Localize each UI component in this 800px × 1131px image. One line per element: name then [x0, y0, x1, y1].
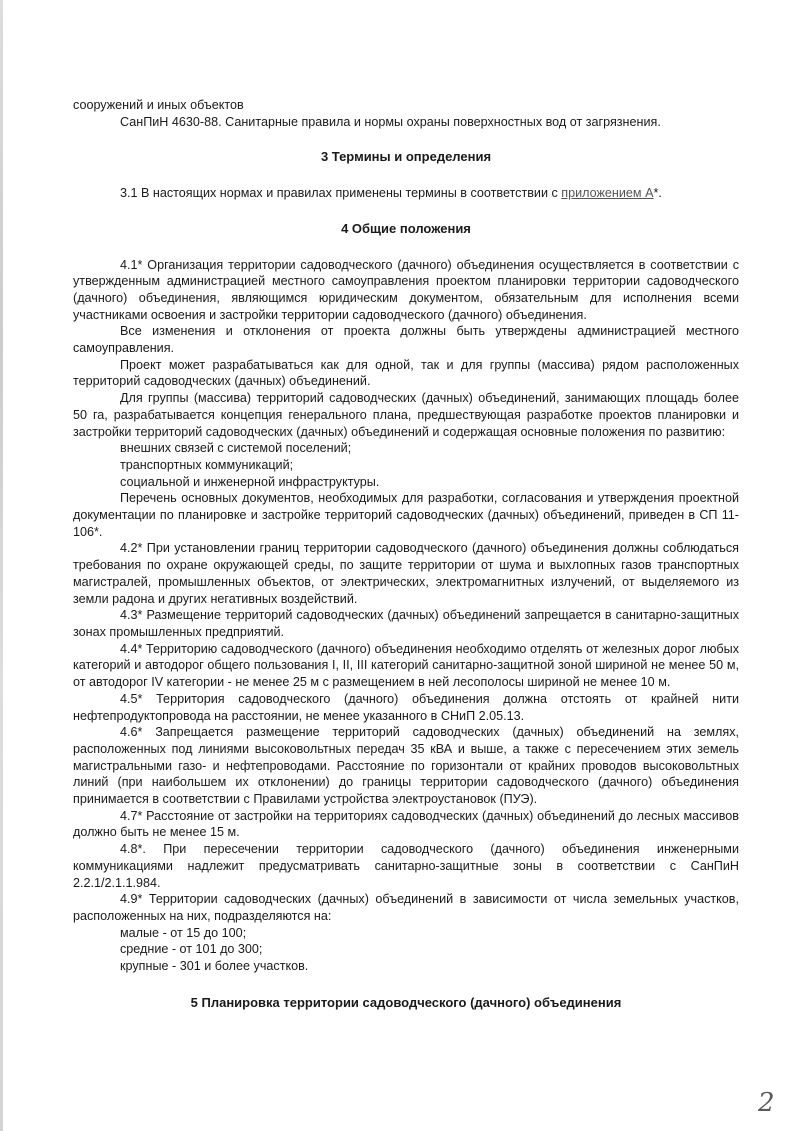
document-body — [73, 97, 739, 1011]
list-item: внешних связей с системой поселений; — [120, 441, 352, 456]
paragraph-4-4: 4.4* Территорию садоводческого (дачного) объединения необходимо отделять от железных дорог любых категорий и автодорог общего пользования I, II, III категорий санитарно-защитной зоной шириной не менее 50 м, от автодорог IV категории - не менее 25 м с размещением в ней лесополосы шириной не менее 10 м. — [73, 641, 739, 690]
paragraph-4-8: 4.8*. При пересечении территории садоводческого (дачного) объединения инженерными коммуникациями надлежит предусматривать санитарно-защитные зоны в соответствии с СанПиН 2.2.1/2.1.1.984. — [73, 842, 739, 890]
list-item: транспортных коммуникаций; — [120, 457, 294, 472]
paragraph-3-1-text: 3.1 В настоящих нормах и правилах применены термины в соответствии с — [120, 186, 562, 201]
paragraph-4-2: 4.2* При установлении границ территории садоводческого (дачного) объединения должны соблюдаться требования по охране окружающей среды, по защите территории от шума и выхлопных газов транспортных магистралей, промышленных объектов, от электрических, электромагнитных излучений, от выделяемого из земли радона и других негативных воздействий. — [73, 541, 739, 606]
paragraph-4-1: 4.1* Организация территории садоводческого (дачного) объединения осуществляется в соответствии с утвержденным администрацией местного самоуправления проектом планировки территории садоводческого (дачного) объединения, являющимся юридическим документом, обязательным для исполнения всеми участниками освоения и застройки территории садоводческого (дачного) объединения. — [73, 257, 739, 322]
list-item: малые - от 15 до 100; — [120, 925, 247, 940]
sanpin-reference: СанПиН 4630-88. Санитарные правила и нормы охраны поверхностных вод от загрязнения. — [120, 114, 661, 129]
paragraph-4-9: 4.9* Территории садоводческих (дачных) объединений в зависимости от числа земельных участков, расположенных на них, подразделяются на: — [73, 892, 739, 923]
paragraph-3-1-tail: *. — [653, 186, 662, 201]
paragraph-4-1-documents: Перечень основных документов, необходимых для разработки, согласования и утверждения проектной документации по планировке и застройке территорий садоводческих (дачных) объединений, приведен в СП 11-106*. — [73, 491, 739, 539]
paragraph-4-1-group: Для группы (массива) территорий садоводческих (дачных) объединений, занимающих площадь более 50 га, разрабатывается концепция генерального плана, предшествующая разработке проектов планировки и застройки территорий садоводческих (дачных) объединений и содержащая основные положения по развитию: — [73, 391, 739, 439]
section-5-heading: 5 Планировка территории садоводческого (дачного) объединения — [190, 994, 622, 1010]
paragraph-3-1 — [73, 185, 739, 202]
list-item: средние - от 101 до 300; — [120, 942, 263, 957]
paragraph-4-7: 4.7* Расстояние от застройки на территориях садоводческих (дачных) объединений до лесных массивов должно быть не менее 15 м. — [73, 808, 739, 840]
paragraph-4-1-changes: Все изменения и отклонения от проекта должны быть утверждены администрацией местного самоуправления. — [73, 324, 739, 356]
list-item: социальной и инженерной инфраструктуры. — [120, 474, 380, 489]
section-4-heading: 4 Общие положения — [341, 220, 471, 236]
section-3-heading: 3 Термины и определения — [320, 149, 492, 165]
paragraph-4-5: 4.5* Территория садоводческого (дачного) объединения должна отстоять от крайней нити нефтепродуктопровода на расстоянии, не менее указанного в СНиП 2.05.13. — [73, 691, 739, 723]
appendix-a-link[interactable]: приложением А — [561, 186, 654, 201]
scan-edge-mark — [0, 0, 3, 1131]
paragraph-4-3: 4.3* Размещение территорий садоводческих (дачных) объединений запрещается в санитарно-защитных зонах промышленных предприятий. — [73, 608, 739, 639]
handwritten-page-number: 2 — [758, 1088, 775, 1118]
continuation-line: сооружений и иных объектов — [73, 98, 244, 112]
paragraph-4-1-project: Проект может разрабатываться как для одной, так и для группы (массива) рядом расположенных территорий садоводческих (дачных) объединений. — [73, 357, 739, 389]
list-item: крупные - 301 и более участков. — [120, 959, 309, 974]
paragraph-4-6: 4.6* Запрещается размещение территорий садоводческих (дачных) объединений на землях, расположенных под линиями высоковольтных передач 35 кВА и выше, а также с пересечением этих земель магистральными газо- и нефтепроводами. Расстояние по горизонтали от крайних проводов высоковольтных линий (при наибольшем их отклонении) до границы территории садоводческого (дачного) объединения принимается в соответствии с Правилами устройства электроустановок (ПУЭ). — [73, 725, 739, 807]
